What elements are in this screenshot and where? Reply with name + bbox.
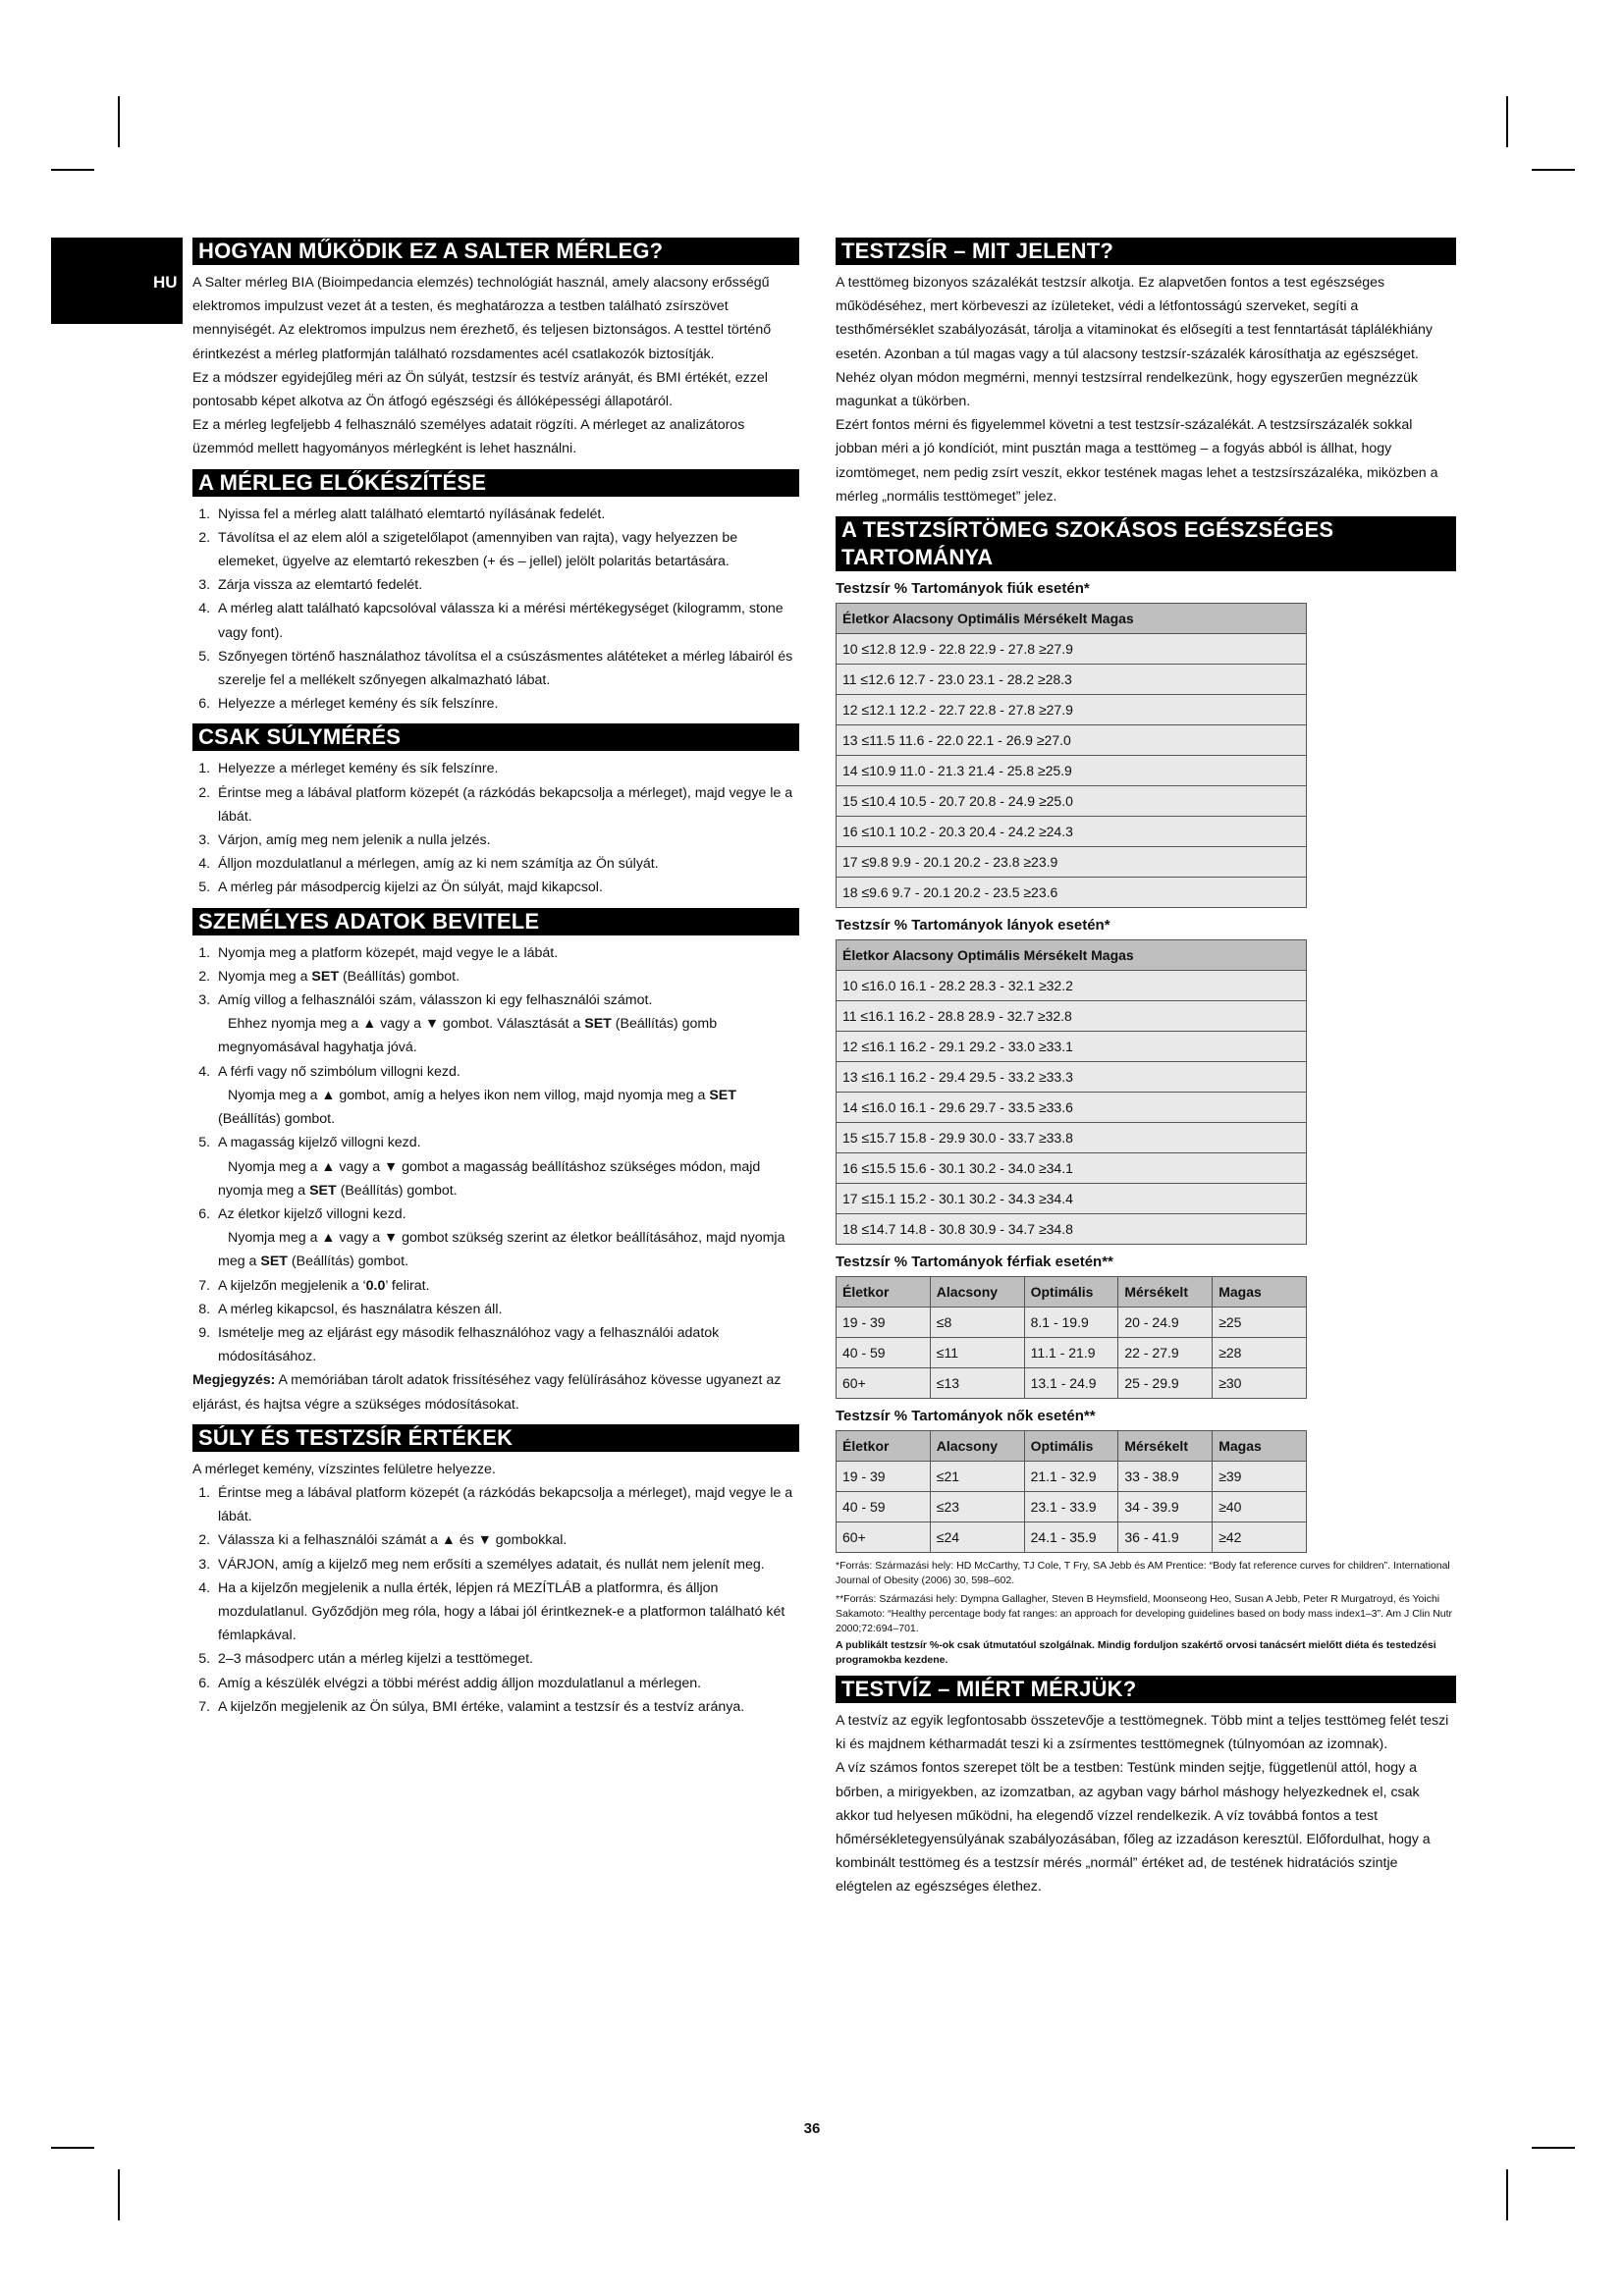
table-cell: ≤23 (930, 1492, 1024, 1522)
table-row: 15 ≤15.7 15.8 - 29.9 30.0 - 33.7 ≥33.8 (837, 1123, 1307, 1153)
column-header: Optimális (1024, 1431, 1118, 1462)
table-row: 10 ≤16.0 16.1 - 28.2 28.3 - 32.1 ≥32.2 (837, 971, 1307, 1001)
list-item: 3. Várjon, amíg meg nem jelenik a nulla jelzés. (214, 828, 799, 852)
table-cell: 20 - 24.9 (1118, 1308, 1213, 1338)
column-header: Életkor (837, 1431, 931, 1462)
section-title-body-water: TESTVÍZ – MIÉRT MÉRJÜK? (836, 1676, 1456, 1703)
table-cell: ≤13 (930, 1368, 1024, 1399)
text: Ehhez nyomja meg a ▲ vagy a ▼ gombot. Választását a (228, 1016, 585, 1033)
column-header: Mérsékelt (1118, 1277, 1213, 1308)
text: (Beállítás) gombot. (336, 1182, 458, 1199)
paragraph: A testtömeg bizonyos százalékát testzsír alkotja. Ez alapvetően fontos a test egészséges működéséhez, mert körbeveszi az ízületeket, védi a létfontosságú szerveket, segíti a testhőmérséklet szabályozását, tárolja a vitaminokat és elősegíti a test fenntartását táplálékhiány esetén. Azonban a túl magas vagy a túl alacsony testzsír-százalék károsíthatja az egészséget. Nehéz olyan módon megmérni, mennyi testzsírral rendelkezünk, hogy egyszerűen megnézzük magunkat a tükörben. (836, 275, 1434, 410)
boys-range-table (836, 603, 1307, 908)
text: Amíg villog a felhasználói szám, válasszon ki egy felhasználói számot. (218, 992, 653, 1009)
list-item: 3. Zárja vissza az elemtartó fedelét. (214, 573, 799, 597)
table-row: 16 ≤15.5 15.6 - 30.1 30.2 - 34.0 ≥34.1 (837, 1153, 1307, 1184)
list-item: 9. Ismételje meg az eljárást egy második felhasználóhoz vagy a felhasználói adatok módosításához. (214, 1321, 799, 1368)
text: (Beállítás) gombot. (287, 1254, 408, 1270)
paragraph: A víz számos fontos szerepet tölt be a testben: Testünk minden sejtje, függetlenül attól, hogy a bőrben, a mirigyekben, az izomzatban, az agyban vagy bárhol máshogy helyezkednek el, csak akkor tud helyesen működni, ha elegendő vízzel rendelkezik. A víz továbbá fontos a test hőmérsékletegyensúlyának szabályozásában, főleg az izzadáson keresztül. Előfordulhat, hogy a kombinált testtömeg és a testzsír mérés „normál” értéket ad, de testének hidratációs szintje elégtelen az egészséges élethez. (836, 1760, 1431, 1896)
list-item: 2. Távolítsa el az elem alól a szigetelőlapot (amennyiben van rajta), vagy helyezzen be elemeket, ügyelve az elemtartó rekeszben (+ és – jellel) jelölt polaritás betartására. (214, 526, 799, 573)
list-item: 2. Érintse meg a lábával platform közepét (a rázkódás bekapcsolja a mérleget), majd vegye le a lábát. (214, 781, 799, 828)
sub-step (218, 1159, 760, 1199)
text: Nyomja meg a ▲ vagy a ▼ gombot a magasság beállításhoz szükséges módon, majd nyomja meg a (218, 1158, 761, 1199)
table-cell: 8.1 - 19.9 (1024, 1308, 1118, 1338)
list-item: 6. Amíg a készülék elvégzi a többi mérést addig álljon mozdulatlanul a mérlegen. (214, 1672, 799, 1695)
table-cell: ≥42 (1213, 1522, 1307, 1553)
personal-data-list (192, 941, 799, 1369)
list-item: 4. Ha a kijelzőn megjelenik a nulla érték, lépjen rá MEZÍTLÁB a platformra, és álljon mozdulatlanul. Győződjön meg róla, hogy a lábai jól érintkeznek-e a platformon található két fémlapkával. (214, 1576, 799, 1648)
table-row: 14 ≤10.9 11.0 - 21.3 21.4 - 25.8 ≥25.9 (837, 756, 1307, 786)
list-item: 1. Nyissa fel a mérleg alatt található elemtartó nyílásának fedelét. (214, 503, 799, 526)
list-item: 1. Nyomja meg a platform közepét, majd vegye le a lábát. (214, 941, 799, 965)
column-header: Magas (1213, 1277, 1307, 1308)
list-item: 5. Szőnyegen történő használathoz távolítsa el a csúszásmentes alátéteket a mérleg lábairól és szerelje fel a mellékelt szőnyegen alkalmazható lábat. (214, 645, 799, 692)
table-row: 11 ≤16.1 16.2 - 28.8 28.9 - 32.7 ≥32.8 (837, 1001, 1307, 1032)
column-header: Alacsony (930, 1277, 1024, 1308)
set-key: SET (309, 1182, 337, 1199)
crop-mark (1532, 169, 1575, 171)
page-number: 36 (803, 2120, 821, 2137)
table-row: 17 ≤15.1 15.2 - 30.1 30.2 - 34.3 ≥34.4 (837, 1184, 1307, 1214)
crop-mark (1506, 96, 1508, 147)
list-item (214, 1202, 799, 1274)
footnote: *Forrás: Származási hely: HD McCarthy, TJ Cole, T Fry, SA Jebb és AM Prentice: “Body fat reference curves for children”. International Journal of Obesity (2006) 30, 598–602. (836, 1560, 1450, 1587)
text: Az életkor kijelző villogni kezd. (218, 1205, 406, 1222)
set-key: SET (709, 1087, 736, 1103)
table-cell: ≤21 (930, 1462, 1024, 1492)
zero-label: 0.0 (365, 1277, 386, 1294)
list-item: 7. A kijelzőn megjelenik az Ön súlya, BMI értéke, valamint a testzsír és a testvíz aránya. (214, 1695, 799, 1719)
column-header: Optimális (1024, 1277, 1118, 1308)
disclaimer: A publikált testzsír %-ok csak útmutatóul szolgálnak. Mindig forduljon szakértő orvosi tanácsért mielőtt diéta és testedzési programokba kezdene. (836, 1639, 1436, 1667)
paragraph: Ez a mérleg legfeljebb 4 felhasználó személyes adatait rögzíti. A mérleget az analizátoros üzemmód mellett hagyományos mérlegként is lehet használni. (192, 417, 745, 457)
table-row: 16 ≤10.1 10.2 - 20.3 20.4 - 24.2 ≥24.3 (837, 817, 1307, 847)
table-cell: 60+ (837, 1368, 931, 1399)
table-cell: 34 - 39.9 (1118, 1492, 1213, 1522)
list-item: 5. 2–3 másodperc után a mérleg kijelzi a testtömeget. (214, 1647, 799, 1671)
table-cell: ≤24 (930, 1522, 1024, 1553)
column-header: Életkor (837, 1277, 931, 1308)
text: Nyomja meg a (218, 968, 312, 985)
table-row: 13 ≤11.5 11.6 - 22.0 22.1 - 26.9 ≥27.0 (837, 725, 1307, 756)
text: A kijelzőn megjelenik a ‘ (218, 1277, 366, 1294)
table-header: Életkor Alacsony Optimális Mérsékelt Magas (837, 940, 1307, 971)
left-column (192, 238, 799, 1719)
right-column (836, 238, 1456, 1899)
weight-body-fat-list (192, 1481, 799, 1719)
set-key: SET (260, 1254, 288, 1270)
crop-mark (1506, 2169, 1508, 2220)
section-title-preparation: A MÉRLEG ELŐKÉSZÍTÉSE (192, 469, 799, 497)
paragraph: A mérleget kemény, vízszintes felületre helyezze. (192, 1461, 496, 1477)
table-cell: 22 - 27.9 (1118, 1338, 1213, 1368)
table-title-women: Testzsír % Tartományok nők esetén** (836, 1408, 1096, 1425)
list-item: 1. Helyezze a mérleget kemény és sík felszínre. (214, 757, 799, 780)
table-title-girls: Testzsír % Tartományok lányok esetén* (836, 917, 1110, 934)
table-cell: ≥25 (1213, 1308, 1307, 1338)
section-title-body-fat-meaning: TESTZSÍR – MIT JELENT? (836, 238, 1456, 265)
crop-mark (51, 169, 94, 171)
language-tab: HU (51, 238, 183, 324)
table-cell: 13.1 - 24.9 (1024, 1368, 1118, 1399)
sub-step (218, 1230, 785, 1269)
table-cell: ≥28 (1213, 1338, 1307, 1368)
table-row: 11 ≤12.6 12.7 - 23.0 23.1 - 28.2 ≥28.3 (837, 665, 1307, 695)
table-row: 17 ≤9.8 9.9 - 20.1 20.2 - 23.8 ≥23.9 (837, 847, 1307, 878)
women-range-table (836, 1430, 1307, 1553)
section-title-weight-only: CSAK SÚLYMÉRÉS (192, 723, 799, 751)
table-row: 18 ≤14.7 14.8 - 30.8 30.9 - 34.7 ≥34.8 (837, 1214, 1307, 1245)
table-row: 18 ≤9.6 9.7 - 20.1 20.2 - 23.5 ≥23.6 (837, 878, 1307, 908)
table-cell: 33 - 38.9 (1118, 1462, 1213, 1492)
table-row: 12 ≤16.1 16.2 - 29.1 29.2 - 33.0 ≥33.1 (837, 1032, 1307, 1062)
weight-only-list (192, 757, 799, 899)
text: (Beállítás) gombot. (218, 1111, 336, 1128)
text: Nyomja meg a ▲ gombot, amíg a helyes ikon nem villog, majd nyomja meg a (228, 1087, 710, 1103)
text: (Beállítás) gomb megnyomásával hagyhatja jóvá. (218, 1016, 718, 1056)
set-key: SET (311, 968, 339, 985)
list-item: 4. Álljon mozdulatlanul a mérlegen, amíg az ki nem számítja az Ön súlyát. (214, 852, 799, 876)
table-row: 15 ≤10.4 10.5 - 20.7 20.8 - 24.9 ≥25.0 (837, 786, 1307, 817)
text: A férfi vagy nő szimbólum villogni kezd. (218, 1063, 460, 1080)
list-item: 3. VÁRJON, amíg a kijelző meg nem erősíti a személyes adatait, és nullát nem jelenít meg. (214, 1553, 799, 1576)
sub-step (218, 1088, 736, 1127)
table-cell: 40 - 59 (837, 1338, 931, 1368)
table-cell: 40 - 59 (837, 1492, 931, 1522)
table-row: 10 ≤12.8 12.9 - 22.8 22.9 - 27.8 ≥27.9 (837, 634, 1307, 665)
section-title-weight-body-fat: SÚLY ÉS TESTZSÍR ÉRTÉKEK (192, 1424, 799, 1452)
table-cell: 25 - 29.9 (1118, 1368, 1213, 1399)
table-cell: 60+ (837, 1522, 931, 1553)
list-item: 8. A mérleg kikapcsol, és használatra készen áll. (214, 1298, 799, 1321)
paragraph: Ezért fontos mérni és figyelemmel követni a test testzsír-százalékát. A testzsírszázalék sokkal jobban méri a jó kondíciót, mint pusztán maga a testtömeg – a fogyás abból is állhat, hogy izomtömeget, nem pedig zsírt veszít, ekkor testének magas lehet a testzsírszázaléka, miközben a mérleg „normális testtömeget” jelez. (836, 417, 1438, 505)
table-title-men: Testzsír % Tartományok férfiak esetén** (836, 1254, 1113, 1271)
note (192, 1368, 799, 1415)
table-cell: ≥40 (1213, 1492, 1307, 1522)
preparation-list (192, 503, 799, 717)
list-item (214, 1060, 799, 1132)
table-header: Életkor Alacsony Optimális Mérsékelt Magas (837, 604, 1307, 634)
column-header: Magas (1213, 1431, 1307, 1462)
table-cell: ≥30 (1213, 1368, 1307, 1399)
note-text: A memóriában tárolt adatok frissítéséhez vagy felülírásához kövesse ugyanezt az eljárást, és hajtsa végre a szükséges módosításokat. (192, 1372, 782, 1413)
table-cell: 21.1 - 32.9 (1024, 1462, 1118, 1492)
list-item: 2. Válassza ki a felhasználói számát a ▲ és ▼ gombokkal. (214, 1528, 799, 1552)
column-header: Alacsony (930, 1431, 1024, 1462)
table-row: 12 ≤12.1 12.2 - 22.7 22.8 - 27.8 ≥27.9 (837, 695, 1307, 725)
section-title-healthy-ranges: A TESTZSÍRTÖMEG SZOKÁSOS EGÉSZSÉGES TARTOMÁNYA (836, 516, 1456, 571)
list-item: 6. Helyezze a mérleget kemény és sík felszínre. (214, 692, 799, 716)
table-cell: 24.1 - 35.9 (1024, 1522, 1118, 1553)
paragraph: A testvíz az egyik legfontosabb összetevője a testtömegnek. Több mint a teljes testtömeg felét teszi ki és majdnem kétharmadát teszi ki a zsírmentes testtömegnek (túlnyomóan az izomnak). (836, 1713, 1449, 1753)
table-cell: ≥39 (1213, 1462, 1307, 1492)
text: ’ felirat. (385, 1277, 430, 1294)
sub-step (218, 1016, 717, 1055)
table-cell: 11.1 - 21.9 (1024, 1338, 1118, 1368)
list-item: 1. Érintse meg a lábával platform közepét (a rázkódás bekapcsolja a mérleget), majd vegye le a lábát. (214, 1481, 799, 1528)
list-item: 5. A mérleg pár másodpercig kijelzi az Ön súlyát, majd kikapcsol. (214, 876, 799, 899)
list-item (214, 1131, 799, 1202)
section-title-personal-data: SZEMÉLYES ADATOK BEVITELE (192, 908, 799, 935)
list-item: 4. A mérleg alatt található kapcsolóval válassza ki a mérési mértékegységet (kilogramm, stone vagy font). (214, 597, 799, 644)
crop-mark (1532, 2147, 1575, 2149)
section-title-how-it-works: HOGYAN MŰKÖDIK EZ A SALTER MÉRLEG? (192, 238, 799, 265)
crop-mark (118, 96, 120, 147)
text: A magasság kijelző villogni kezd. (218, 1135, 421, 1151)
paragraph: Ez a módszer egyidejűleg méri az Ön súlyát, testzsír és testvíz arányát, és BMI értékét, ezzel pontosabb képet alkotva az Ön átfogó egészségi és állóképességi állapotáról. (192, 369, 768, 410)
table-cell: 19 - 39 (837, 1308, 931, 1338)
table-row: 14 ≤16.0 16.1 - 29.6 29.7 - 33.5 ≥33.6 (837, 1093, 1307, 1123)
text: Nyomja meg a ▲ vagy a ▼ gombot szükség szerint az életkor beállításához, majd nyomja meg a (218, 1230, 785, 1270)
paragraph: A Salter mérleg BIA (Bioimpedancia elemzés) technológiát használ, amely alacsony erősségű elektromos impulzust vezet át a testen, és meghatározza a testben található zsírszövet mennyiségét. Az elektromos impulzus nem érezhető, és teljesen biztonságos. A testtel történő érintkezést a mérleg platformján található rozsdamentes acél csatlakozók biztosítják. (192, 275, 772, 362)
column-header: Mérsékelt (1118, 1431, 1213, 1462)
list-item (214, 1274, 799, 1298)
crop-mark (51, 2147, 94, 2149)
girls-range-table (836, 939, 1307, 1245)
text: (Beállítás) gombot. (339, 968, 460, 985)
table-cell: ≤11 (930, 1338, 1024, 1368)
men-range-table (836, 1276, 1307, 1399)
set-key: SET (584, 1016, 612, 1033)
table-title-boys: Testzsír % Tartományok fiúk esetén* (836, 580, 1090, 598)
note-label: Megjegyzés: (192, 1372, 276, 1389)
list-item (214, 988, 799, 1060)
table-cell: 19 - 39 (837, 1462, 931, 1492)
table-row: 13 ≤16.1 16.2 - 29.4 29.5 - 33.2 ≥33.3 (837, 1062, 1307, 1093)
crop-mark (118, 2169, 120, 2220)
list-item (214, 965, 799, 988)
table-cell: 36 - 41.9 (1118, 1522, 1213, 1553)
table-cell: ≤8 (930, 1308, 1024, 1338)
table-cell: 23.1 - 33.9 (1024, 1492, 1118, 1522)
footnote: **Forrás: Származási hely: Dympna Gallagher, Steven B Heymsfield, Moonseong Heo, Susan A Jebb, Peter R Murgatroyd, és Yoichi Sakamoto: “Healthy percentage body fat ranges: an approach for developing guidelines based on body mass index1–3”. Am J Clin Nutr 2000;72:694–701. (836, 1593, 1453, 1635)
